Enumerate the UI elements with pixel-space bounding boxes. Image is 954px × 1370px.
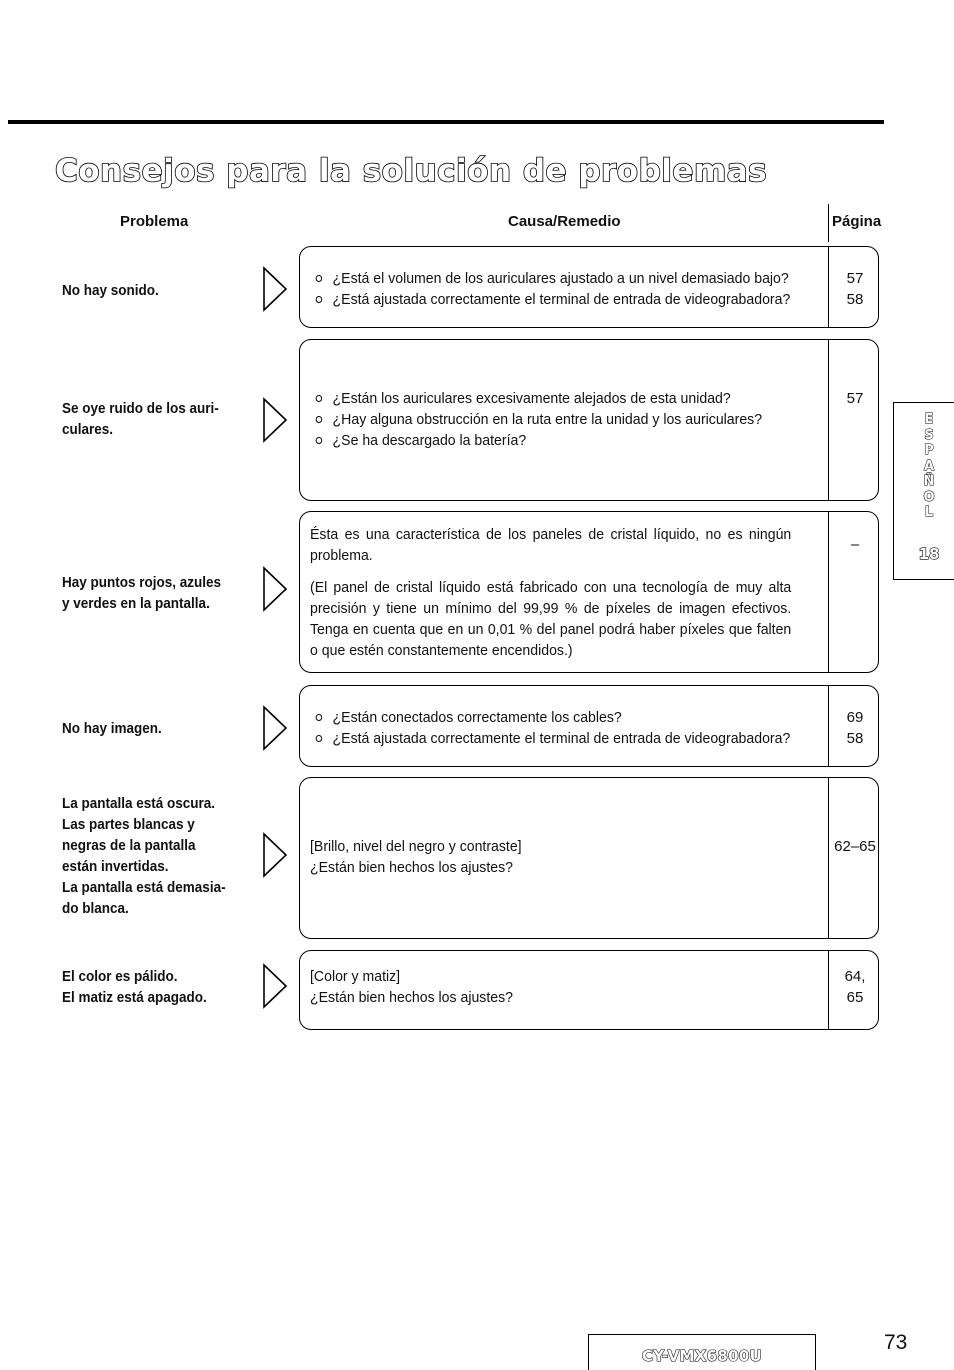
list-item: ¿Está ajustada correctamente el terminal de entrada de videograbadora? [310, 289, 791, 310]
remedy-box [299, 246, 879, 328]
problem-no-sound: No hay sonido. [62, 282, 159, 299]
arrow-icon [262, 397, 288, 443]
list-item: ¿Está el volumen de los auriculares ajustado a un nivel demasiado bajo? [310, 268, 791, 289]
arrow-icon [262, 705, 288, 751]
page-ref: – [850, 536, 860, 553]
arrow-icon [262, 566, 288, 612]
bullet-icon [316, 296, 323, 303]
page-ref: 62–65 [834, 838, 876, 855]
arrow-icon [262, 963, 288, 1009]
remedy-box [299, 685, 879, 767]
page-ref: 57 58 [846, 270, 864, 308]
bullet-icon [316, 395, 323, 402]
cause-list [310, 707, 791, 749]
bullet-icon [316, 735, 323, 742]
list-item: ¿Está ajustada correctamente el terminal de entrada de videograbadora? [310, 728, 791, 749]
bullet-icon [316, 714, 323, 721]
bullet-icon [316, 275, 323, 282]
cause-text: Ésta es una característica de los paneles de cristal líquido, no es ningún problema. (El panel de cristal líquido está fabricado con una tecnología de muy alta precisión y tiene un mínimo del 99,99 % de píxeles de imagen efectivos. Tenga en cuenta que en un 0,01 % del panel podrá haber píxeles que falten o que estén constantemente encendidos.) [310, 526, 792, 659]
problem-dark-screen: La pantalla está oscura. Las partes blancas y negras de la pantalla están invertidas. La pantalla está demasia- do blanca. [62, 795, 226, 917]
arrow-icon [262, 266, 288, 312]
cause-list [310, 268, 791, 310]
problem-headphone-noise: Se oye ruido de los auri- culares. [62, 400, 219, 438]
remedy-box [299, 950, 879, 1030]
language-tab-label: E S P A Ñ O L [923, 412, 935, 520]
arrow-icon [262, 832, 288, 878]
cause-text: [Color y matiz] ¿Están bien hechos los ajustes? [310, 968, 514, 1006]
page-number: 73 [884, 1331, 908, 1354]
page-ref: 69 58 [846, 709, 864, 747]
cause-list [310, 388, 791, 451]
bullet-icon [316, 416, 323, 423]
remedy-box [299, 777, 879, 939]
header-page: Página [832, 213, 882, 230]
bullet-icon [316, 437, 323, 444]
list-item: ¿Se ha descargado la batería? [310, 430, 791, 451]
problem-colored-dots: Hay puntos rojos, azules y verdes en la pantalla. [62, 574, 222, 612]
list-item: ¿Están los auriculares excesivamente alejados de esta unidad? [310, 388, 791, 409]
top-rule [8, 120, 884, 124]
page-title: Consejos para la solución de problemas [55, 153, 768, 189]
page-ref: 64, 65 [844, 968, 866, 1006]
remedy-box [299, 511, 879, 673]
list-item: ¿Están conectados correctamente los cables? [310, 707, 791, 728]
model-label: CY-VMX6800U [641, 1347, 763, 1365]
header-cause: Causa/Remedio [508, 213, 621, 230]
remedy-box [299, 339, 879, 501]
page-ref: 57 [846, 390, 864, 407]
section-number: 18 [918, 545, 940, 563]
problem-no-image: No hay imagen. [62, 720, 162, 737]
header-page-divider [828, 204, 829, 242]
list-item: ¿Hay alguna obstrucción en la ruta entre la unidad y los auriculares? [310, 409, 791, 430]
cause-text: [Brillo, nivel del negro y contraste] ¿Están bien hechos los ajustes? [310, 838, 522, 876]
header-problem: Problema [120, 213, 189, 230]
problem-pale-color: El color es pálido. El matiz está apagado. [62, 968, 207, 1006]
model-box [588, 1334, 816, 1370]
